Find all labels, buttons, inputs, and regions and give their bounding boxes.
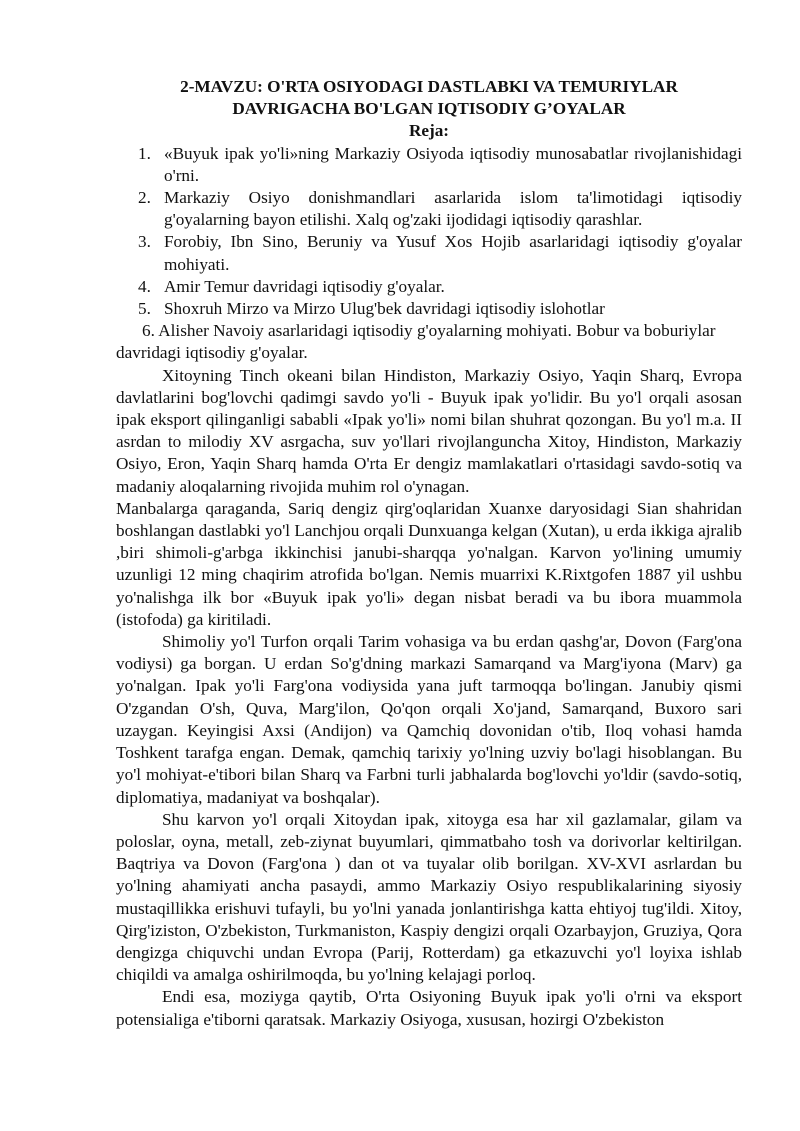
body-paragraph-5: Endi esa, moziyga qaytib, O'rta Osiyoning Buyuk ipak yo'li o'rni va eksport potensialiga e'tiborni qaratsak. Markaziy Osiyoga, xususan, hozirgi O'zbekiston bbox=[116, 987, 742, 1029]
plan-item-6: 6. Alisher Navoiy asarlaridagi iqtisodiy g'oyalarning mohiyati. Bobur va boburiylar davridagi iqtisodiy g'oyalar. bbox=[116, 321, 716, 363]
plan-item-text: Shoxruh Mirzo va Mirzo Ulug'bek davridagi iqtisodiy islohotlar bbox=[164, 299, 605, 319]
body-paragraph-3: Shimoliy yo'l Turfon orqali Tarim vohasiga va bu erdan qashg'ar, Dovon (Farg'ona vodiysi) ga borgan. U erdan So'g'dning markazi Samarqand va Marg'iyona (Marv) ga yo'nalgan. Ipak yo'li Farg'ona vodiysida yana juft tarmoqqa bo'lingan. Janubiy qismi O'zgandan O'sh, Quva, Marg'ilon, Qo'qon orqali Xo'jand, Samarqand, Buxoro sari uzaygan. Keyingisi Axsi (Andijon) va Qamchiq dovonidan o'tib, Iloq vohasi hamda Toshkent tarafga engan. Demak, qamchiq tarixiy yo'lning uzviy bo'lagi hisoblangan. Bu yo'l mohiyat-e'tibori bilan Sharq va Farbni turli jabhalarda bog'lovchi yo'ldir (savdo-sotiq, diplomatiya, madaniyat va boshqalar). bbox=[116, 632, 742, 807]
document-title bbox=[116, 76, 742, 120]
plan-item-text: «Buyuk ipak yo'li»ning Markaziy Osiyoda iqtisodiy munosabatlar rivojlanishidagi o'rni. bbox=[164, 143, 742, 185]
document-page bbox=[116, 76, 742, 1031]
plan-item bbox=[116, 143, 742, 187]
plan-item bbox=[116, 298, 742, 320]
title-line-1: 2-MAVZU: O'RTA OSIYODAGI DASTLABKI VA TEMURIYLAR bbox=[180, 77, 678, 96]
plan-list bbox=[116, 143, 742, 321]
body-paragraph-1: Xitoyning Tinch okeani bilan Hindiston, Markaziy Osiyo, Yaqin Sharq, Evropa davlatlarini bog'lovchi qadimgi savdo yo'li - Buyuk ipak yo'lidir. Bu yo'l orqali asosan ipak eksport qilinganligi sababli «Ipak yo'li» nomi bilan shuhrat qozongan. Bu yo'l m.a. II asrdan to milodiy XV asrgacha, suv yo'llari rivojlanguncha Xitoy, Hindiston, Markaziy Osiyo, Eron, Yaqin Sharq hamda O'rta Er dengiz mamlakatlari o'rtasidagi savdo-sotiq va madaniy aloqalarning rivojida muhim rol o'ynagan. bbox=[116, 365, 742, 496]
plan-item-number: 2. bbox=[138, 188, 151, 208]
plan-item-number: 4. bbox=[138, 276, 151, 296]
plan-item-number: 1. bbox=[138, 143, 151, 163]
body-paragraph-2: Manbalarga qaraganda, Sariq dengiz qirg'oqlaridan Xuanxe daryosidagi Sian shahridan boshlangan dastlabki yo'l Lanchjou orqali Dunxuanga kelgan (Xutan), u erda ikkiga ajralib ,biri shimoli-g'arbga ikkinchisi janubi-sharqqa yo'nalgan. Karvon yo'lining umumiy uzunligi 12 ming chaqirim atrofida bo'lgan. Nemis muarrixi K.Rixtgofen 1887 yil ushbu yo'nalishga ilk bor «Buyuk ipak yo'li» degan nisbat beradi va bu ibora muammola (istofoda) ga kiritiladi. bbox=[116, 498, 742, 629]
plan-item bbox=[116, 276, 742, 298]
plan-item bbox=[116, 187, 742, 231]
plan-item bbox=[116, 231, 742, 275]
plan-heading: Reja: bbox=[408, 121, 450, 141]
plan-item-number: 5. bbox=[138, 299, 151, 319]
body-paragraph-4: Shu karvon yo'l orqali Xitoydan ipak, xitoyga esa har xil gazlamalar, gilam va poloslar, oyna, metall, zeb-ziynat buyumlari, qimmatbaho tosh va dorivorlar keltirilgan. Baqtriya va Dovon (Farg'ona ) dan ot va tuyalar olib borilgan. XV-XVI asrlardan bu yo'lning ahamiyati ancha pasaydi, ammo Markaziy Osiyo respublikalarining siyosiy mustaqillikka erishuvi tufayli, bu yo'lni yanada jonlantirishga katta ehtiyoj tug'ildi. Xitoy, Qirg'iziston, O'zbekiston, Turkmaniston, Kaspiy dengizi orqali Ozarbayjon, Gruziya, Qora dengizga chiquvchi undan Evropa (Parij, Rotterdam) ga etkazuvchi yo'l loyixa ishlab chiqildi va amalga oshirilmoqda, bu yo'lning kelajagi porloq. bbox=[116, 809, 742, 985]
plan-item-text: Forobiy, Ibn Sino, Beruniy va Yusuf Xos Hojib asarlaridagi iqtisodiy g'oyalar mohiyati. bbox=[164, 232, 742, 274]
title-line-2: DAVRIGACHA BO'LGAN IQTISODIY G’OYALAR bbox=[232, 99, 626, 119]
plan-item-text: Amir Temur davridagi iqtisodiy g'oyalar. bbox=[164, 276, 445, 296]
plan-item-number: 3. bbox=[138, 232, 151, 252]
plan-item-text: Markaziy Osiyo donishmandlari asarlarida islom ta'limotidagi iqtisodiy g'oyalarning bayon etilishi. Xalq og'zaki ijodidagi iqtisodiy qarashlar. bbox=[164, 188, 742, 230]
